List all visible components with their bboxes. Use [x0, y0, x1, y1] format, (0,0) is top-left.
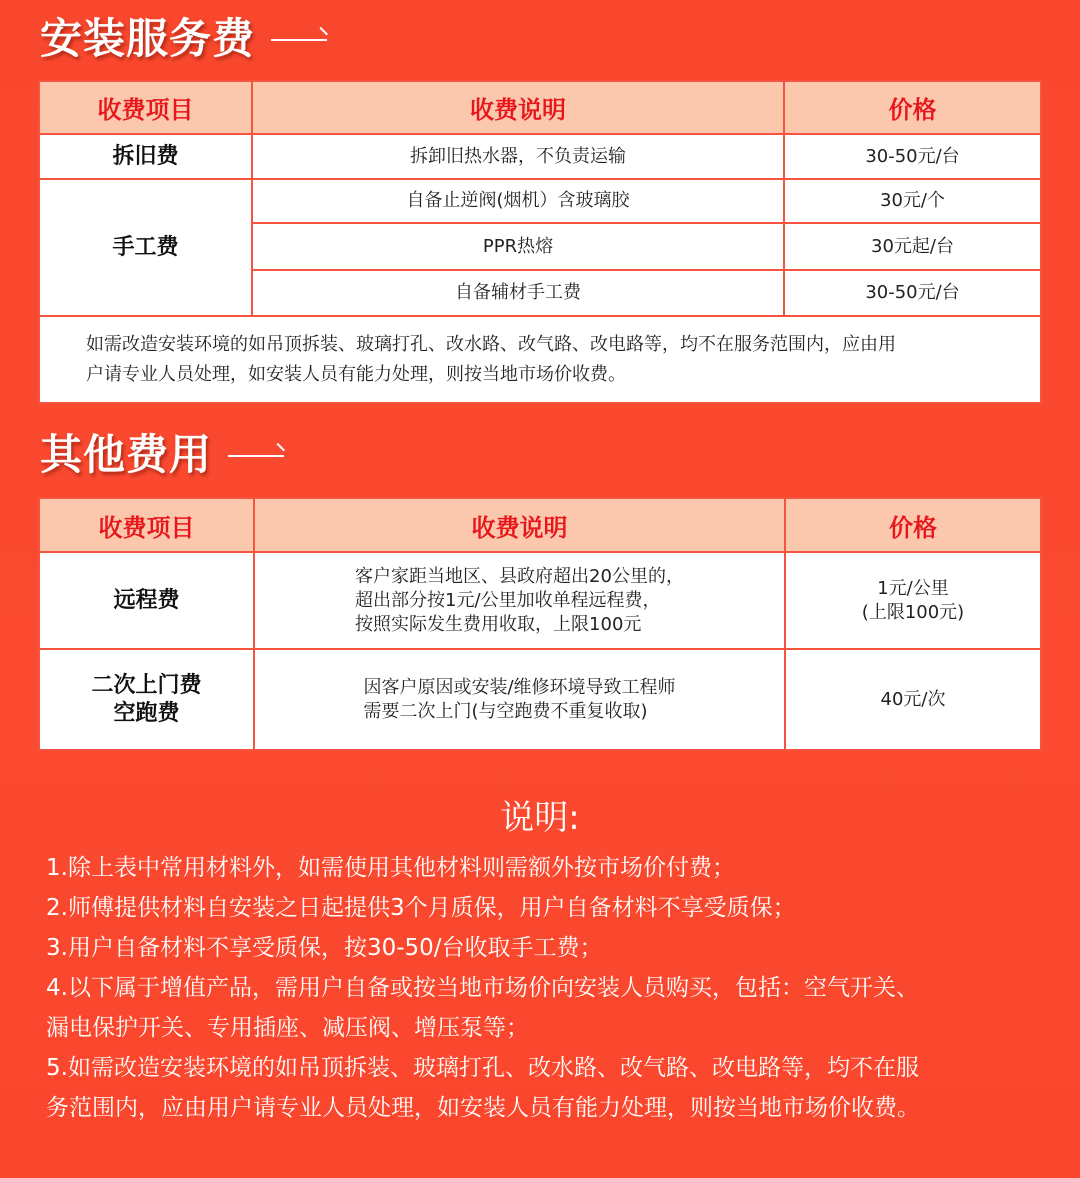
remote-price: [785, 552, 1041, 649]
install-title-text: 安装服务费: [40, 14, 256, 63]
remote-desc-line-3: 按照实际发生费用收取，上限100元: [355, 613, 642, 635]
table-row: [39, 552, 1041, 649]
labor-desc-3: 自备辅材手工费: [252, 270, 784, 316]
header-price: 价格: [785, 498, 1041, 552]
other-section-title: [40, 422, 284, 482]
note-line: 漏电保护开关、专用插座、减压阀、增压泵等；: [46, 1015, 529, 1041]
labor-price-1: 30元/个: [784, 179, 1041, 223]
arrow-right-icon: [228, 455, 284, 457]
note-line: 5.如需改造安装环境的如吊顶拆装、玻璃打孔、改水路、改气路、改电路等，均不在服: [46, 1055, 919, 1081]
note-line: 3.用户自备材料不享受质保，按30-50/台收取手工费；: [46, 935, 603, 961]
header-item: 收费项目: [39, 498, 254, 552]
other-fee-table: [38, 497, 1042, 751]
arrow-right-icon: [271, 39, 327, 41]
second-visit-item-line-2: 空跑费: [113, 700, 180, 726]
table-row: [39, 179, 1041, 223]
second-visit-desc: [254, 649, 785, 750]
install-note: [39, 316, 1041, 403]
dismantle-desc: 拆卸旧热水器，不负责运输: [252, 134, 784, 179]
notes-list: [46, 848, 1046, 1128]
labor-desc-2: PPR热熔: [252, 223, 784, 270]
second-visit-item-line-1: 二次上门费: [91, 672, 202, 698]
remote-item: 远程费: [39, 552, 254, 649]
header-item: 收费项目: [39, 81, 252, 134]
table-row: [39, 134, 1041, 179]
dismantle-price: 30-50元/台: [784, 134, 1041, 179]
table-note-row: [39, 316, 1041, 403]
install-note-line-2: 户请专业人员处理，如安装人员有能力处理，则按当地市场价收费。: [86, 363, 626, 385]
labor-price-2: 30元起/台: [784, 223, 1041, 270]
install-fee-table: [38, 80, 1042, 404]
install-section-title: [40, 6, 327, 66]
table-header-row: [39, 498, 1041, 552]
table-row: [39, 649, 1041, 750]
header-desc: 收费说明: [254, 498, 785, 552]
labor-desc-1: 自备止逆阀(烟机）含玻璃胶: [252, 179, 784, 223]
remote-desc: [254, 552, 785, 649]
second-visit-desc-line-1: 因客户原因或安装/维修环境导致工程师: [363, 676, 676, 698]
labor-price-3: 30-50元/台: [784, 270, 1041, 316]
second-visit-price: 40元/次: [785, 649, 1041, 750]
second-visit-desc-line-2: 需要二次上门(与空跑费不重复收取): [363, 700, 648, 722]
note-line: 1.除上表中常用材料外，如需使用其他材料则需额外按市场价付费；: [46, 855, 735, 881]
remote-desc-line-1: 客户家距当地区、县政府超出20公里的，: [355, 565, 684, 587]
remote-price-line-2: (上限100元): [861, 601, 965, 623]
dismantle-item: 拆旧费: [39, 134, 252, 179]
note-line: 2.师傅提供材料自安装之日起提供3个月质保，用户自备材料不享受质保；: [46, 895, 796, 921]
table-header-row: [39, 81, 1041, 134]
header-desc: 收费说明: [252, 81, 784, 134]
install-note-line-1: 如需改造安装环境的如吊顶拆装、玻璃打孔、改水路、改气路、改电路等，均不在服务范围内，应由用: [86, 333, 896, 355]
second-visit-item: [39, 649, 254, 750]
labor-item: 手工费: [39, 179, 252, 316]
notes-title: 说明:: [500, 798, 580, 838]
remote-desc-line-2: 超出部分按1元/公里加收单程远程费，: [355, 589, 661, 611]
note-line: 4.以下属于增值产品，需用户自备或按当地市场价向安装人员购买，包括：空气开关、: [46, 975, 919, 1001]
other-title-text: 其他费用: [40, 430, 213, 479]
note-line: 务范围内，应由用户请专业人员处理，如安装人员有能力处理，则按当地市场价收费。: [46, 1095, 920, 1121]
header-price: 价格: [784, 81, 1041, 134]
remote-price-line-1: 1元/公里: [877, 577, 949, 599]
